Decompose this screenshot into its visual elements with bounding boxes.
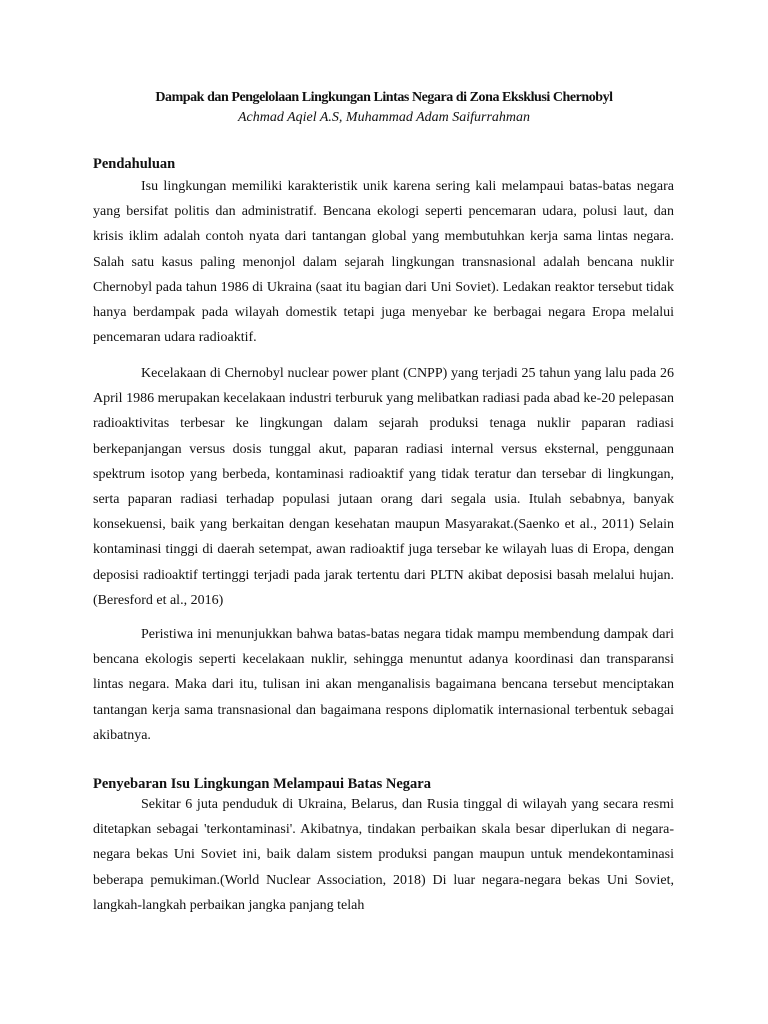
- document-title: Dampak dan Pengelolaan Lingkungan Lintas Negara di Zona Eksklusi Chernobyl: [155, 90, 613, 105]
- section-heading-penyebaran: Penyebaran Isu Lingkungan Melampaui Batas Negara: [93, 776, 431, 792]
- paragraph-penyebaran-1: Sekitar 6 juta penduduk di Ukraina, Belarus, dan Rusia tinggal di wilayah yang secara resmi ditetapkan sebagai 'terkontaminasi'. Akibatnya, tindakan perbaikan skala besar diperlukan di negara-negara bekas Uni Soviet ini, baik dalam sistem produksi pangan maupun untuk mendekontaminasi beberapa pemukiman.(World Nuclear Association, 2018) Di luar negara-negara bekas Uni Soviet, langkah-langkah perbaikan jangka panjang telah: [93, 797, 674, 913]
- document-authors: Achmad Aqiel A.S, Muhammad Adam Saifurrahman: [237, 110, 531, 125]
- paragraph-intro-3: Peristiwa ini menunjukkan bahwa batas-batas negara tidak mampu membendung dampak dari bencana ekologis seperti kecelakaan nuklir, sehingga menuntut adanya koordinasi dan transparansi lintas negara. Maka dari itu, tulisan ini akan menganalisis bagaimana bencana tersebut menciptakan tantangan kerja sama transnasional dan bagaimana respons diplomatik internasional terbentuk sebagai akibatnya.: [93, 627, 674, 743]
- paragraph-intro-1: Isu lingkungan memiliki karakteristik unik karena sering kali melampaui batas-batas negara yang bersifat politis dan administratif. Bencana ekologi seperti pencemaran udara, polusi laut, dan krisis iklim adalah contoh nyata dari tantangan global yang membutuhkan kerja sama lintas negara. Salah satu kasus paling menonjol dalam sejarah lingkungan transnasional adalah bencana nuklir Chernobyl pada tahun 1986 di Ukraina (saat itu bagian dari Uni Soviet). Ledakan reaktor tersebut tidak hanya berdampak pada wilayah domestik tetapi juga menyebar ke berbagai negara Eropa melalui pencemaran udara radioaktif.: [93, 179, 674, 346]
- section-heading-pendahuluan: Pendahuluan: [93, 156, 176, 172]
- paragraph-intro-2: Kecelakaan di Chernobyl nuclear power plant (CNPP) yang terjadi 25 tahun yang lalu pada 26 April 1986 merupakan kecelakaan industri terburuk yang melibatkan radiasi pada abad ke-20 pelepasan radioaktivitas terbesar ke lingkungan dalam sejarah produksi tenaga nuklir paparan radiasi berkepanjangan versus dosis tunggal akut, paparan radiasi internal versus eksternal, penggunaan spektrum isotop yang berbeda, kontaminasi radioaktif yang tidak teratur dan tersebar di lingkungan, serta paparan radiasi terhadap populasi jutaan orang dari segala usia. Itulah sebabnya, banyak konsekuensi, baik yang berkaitan dengan kesehatan maupun Masyarakat.(Saenko et al., 2011) Selain kontaminasi tinggi di daerah setempat, awan radioaktif juga tersebar ke wilayah luas di Eropa, dengan deposisi radioaktif tertinggi terjadi pada jarak tertentu dari PLTN akibat deposisi basah melalui hujan.(Beresford et al., 2016): [93, 366, 674, 608]
